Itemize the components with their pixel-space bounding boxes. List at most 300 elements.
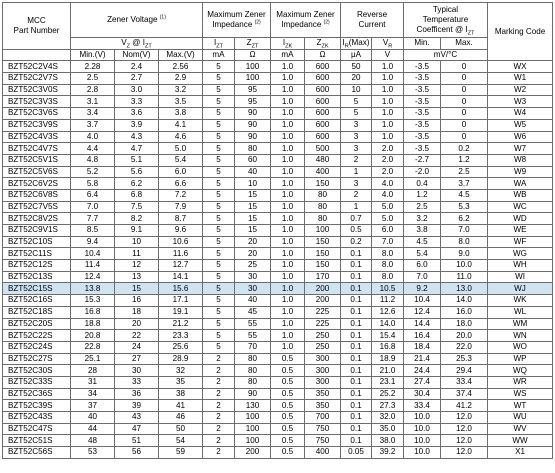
tc-max-cell: 12.0 xyxy=(441,435,488,447)
min-v-cell: 3.7 xyxy=(71,119,115,131)
izt-cell: 5 xyxy=(203,119,235,131)
marking-code-cell: WC xyxy=(488,201,553,213)
max-v-cell: 46 xyxy=(159,412,203,424)
nom-v-cell: 39 xyxy=(115,400,159,412)
zzt-cell: 130 xyxy=(235,400,271,412)
izt-symbol: I xyxy=(214,38,217,48)
tc-max-cell: 5.3 xyxy=(441,201,488,213)
min-v-cell: 3.4 xyxy=(71,108,115,120)
temp-coeff-line1: Typical xyxy=(432,5,459,14)
zzk-cell: 600 xyxy=(305,73,341,85)
max-v-cell: 6.6 xyxy=(159,178,203,190)
nom-v-cell: 16 xyxy=(115,295,159,307)
izk-cell: 1.0 xyxy=(271,119,305,131)
ir-max-cell: 1 xyxy=(341,166,372,178)
marking-code-cell: WF xyxy=(488,236,553,248)
ir-max-cell: 0.7 xyxy=(341,213,372,225)
part-number-cell: BZT52C4V7S xyxy=(3,143,71,155)
tc-max-cell: 16.0 xyxy=(441,306,488,318)
temp-coefficient-header xyxy=(404,3,488,38)
zzk-cell: 200 xyxy=(305,295,341,307)
max-v-cell: 35 xyxy=(159,376,203,388)
marking-code-cell: WL xyxy=(488,306,553,318)
tc-min-cell: 1.2 xyxy=(404,189,441,201)
table-row xyxy=(3,236,553,248)
tc-min-cell: 10.4 xyxy=(404,295,441,307)
vr-cell: 25.2 xyxy=(372,388,404,400)
max-v-cell: 12.7 xyxy=(159,260,203,272)
izt-cell: 5 xyxy=(203,271,235,283)
unit-izk xyxy=(271,49,305,61)
table-row xyxy=(3,73,553,85)
min-v-cell: 44 xyxy=(71,423,115,435)
max-v-cell: 4.6 xyxy=(159,131,203,143)
izk-cell: 1.0 xyxy=(271,248,305,260)
nom-v-cell: 2.4 xyxy=(115,61,159,73)
table-row xyxy=(3,84,553,96)
izt-cell: 5 xyxy=(203,154,235,166)
vr-cell: 21.0 xyxy=(372,365,404,377)
zener-voltage-header xyxy=(71,3,203,38)
max-zener-impedance-header-zk xyxy=(271,3,341,38)
zzt-cell: 30 xyxy=(235,271,271,283)
max-v-cell: 3.8 xyxy=(159,108,203,120)
nom-v-cell: 2.7 xyxy=(115,73,159,85)
nom-v-cell: 33 xyxy=(115,376,159,388)
zzt-cell: 20 xyxy=(235,236,271,248)
max-v-cell: 19.1 xyxy=(159,306,203,318)
izt-cell: 2 xyxy=(203,388,235,400)
part-number-cell: BZT52C12S xyxy=(3,260,71,272)
tc-max-cell: 10.0 xyxy=(441,260,488,272)
zzk-cell: 480 xyxy=(305,154,341,166)
part-header-line1: MCC xyxy=(27,15,46,25)
tc-min-cell: 6.0 xyxy=(404,260,441,272)
izt-cell: 5 xyxy=(203,330,235,342)
vr-cell: 16.8 xyxy=(372,341,404,353)
izt-cell: 5 xyxy=(203,260,235,272)
tc-min-cell: 24.4 xyxy=(404,365,441,377)
vr-cell: 38.0 xyxy=(372,435,404,447)
tc-max-cell: 18.0 xyxy=(441,318,488,330)
izt-cell: 5 xyxy=(203,306,235,318)
tc-max-cell: 0 xyxy=(441,108,488,120)
izk-header xyxy=(271,38,305,50)
tc-min-cell: -2.7 xyxy=(404,154,441,166)
ir-max-cell: 10 xyxy=(341,84,372,96)
vr-cell: 2.0 xyxy=(372,154,404,166)
zzk-cell: 150 xyxy=(305,248,341,260)
max-v-cell: 21.2 xyxy=(159,318,203,330)
vr-cell: 15.4 xyxy=(372,330,404,342)
marking-code-cell: W4 xyxy=(488,108,553,120)
vr-cell: 32.0 xyxy=(372,412,404,424)
izk-cell: 1.0 xyxy=(271,108,305,120)
tc-max-cell: 14.0 xyxy=(441,295,488,307)
izt-cell: 5 xyxy=(203,225,235,237)
vr-cell: 4.0 xyxy=(372,189,404,201)
zzk-cell: 600 xyxy=(305,84,341,96)
zzk-cell: 750 xyxy=(305,435,341,447)
izt-cell: 5 xyxy=(203,318,235,330)
tc-max-cell: 12.0 xyxy=(441,423,488,435)
izt-cell: 2 xyxy=(203,435,235,447)
min-v-cell: 4.8 xyxy=(71,154,115,166)
part-number-cell: BZT52C27S xyxy=(3,353,71,365)
unit-izt-label: mA xyxy=(212,50,225,60)
table-row xyxy=(3,96,553,108)
vr-cell: 6.0 xyxy=(372,225,404,237)
tc-max-cell: 20.0 xyxy=(441,330,488,342)
zzt-cell: 80 xyxy=(235,376,271,388)
tc-min-cell: -3.5 xyxy=(404,143,441,155)
izk-symbol: I xyxy=(282,38,286,48)
max-v-cell: 54 xyxy=(159,435,203,447)
ir-max-cell: 5 xyxy=(341,108,372,120)
izt-cell: 2 xyxy=(203,447,235,459)
tc-max-cell: 0 xyxy=(441,84,488,96)
izt-cell: 5 xyxy=(203,295,235,307)
vr-cell: 1.0 xyxy=(372,84,404,96)
part-number-cell: BZT52C8V2S xyxy=(3,213,71,225)
table-row xyxy=(3,271,553,283)
zzk-cell: 150 xyxy=(305,260,341,272)
min-v-cell: 53 xyxy=(71,447,115,459)
izk-cell: 0.5 xyxy=(271,353,305,365)
min-v-cell: 2.8 xyxy=(71,84,115,96)
zzk-cell: 350 xyxy=(305,388,341,400)
zzt-cell: 55 xyxy=(235,330,271,342)
izk-cell: 0.5 xyxy=(271,447,305,459)
izt-header xyxy=(203,38,235,50)
marking-code-cell: WG xyxy=(488,248,553,260)
nom-v-cell: 43 xyxy=(115,412,159,424)
zzk-cell: 80 xyxy=(305,201,341,213)
max-v-cell: 41 xyxy=(159,400,203,412)
max-v-cell: 50 xyxy=(159,423,203,435)
part-number-cell: BZT52C2V7S xyxy=(3,73,71,85)
marking-code-cell: WS xyxy=(488,388,553,400)
vr-cell: 1.0 xyxy=(372,73,404,85)
tc-max-cell: 29.4 xyxy=(441,365,488,377)
vr-cell: 1.0 xyxy=(372,119,404,131)
table-row xyxy=(3,412,553,424)
tc-min-cell: 30.4 xyxy=(404,388,441,400)
vr-cell: 23.1 xyxy=(372,376,404,388)
izk-cell: 1.0 xyxy=(271,213,305,225)
zzt-cell: 95 xyxy=(235,96,271,108)
zzt-cell: 40 xyxy=(235,166,271,178)
part-number-cell: BZT52C30S xyxy=(3,365,71,377)
vr-cell: 8.0 xyxy=(372,248,404,260)
vr-cell: 1.0 xyxy=(372,131,404,143)
table-row xyxy=(3,248,553,260)
zzk-cell: 250 xyxy=(305,330,341,342)
part-number-cell: BZT52C43S xyxy=(3,412,71,424)
part-number-cell: BZT52C11S xyxy=(3,248,71,260)
tc-max-cell: 22.0 xyxy=(441,341,488,353)
marking-code-cell: WI xyxy=(488,271,553,283)
tc-max-cell: 33.4 xyxy=(441,376,488,388)
unit-zzt-label: Ω xyxy=(249,50,256,60)
table-row xyxy=(3,189,553,201)
zzt-cell: 70 xyxy=(235,341,271,353)
tc-min-cell: 16.4 xyxy=(404,330,441,342)
impedance-zk-note: (2) xyxy=(323,19,330,26)
table-row xyxy=(3,201,553,213)
max-v-cell: 59 xyxy=(159,447,203,459)
vr-cell: 1.0 xyxy=(372,61,404,73)
min-v-cell: 25.1 xyxy=(71,353,115,365)
zzk-cell: 600 xyxy=(305,108,341,120)
nom-v-cell: 12 xyxy=(115,260,159,272)
part-number-header xyxy=(3,3,71,50)
max-v-cell: 6.0 xyxy=(159,166,203,178)
zzt-cell: 90 xyxy=(235,108,271,120)
unit-vr xyxy=(372,49,404,61)
tc-max-cell: 12.0 xyxy=(441,412,488,424)
tc-min-cell: 3.2 xyxy=(404,213,441,225)
max-v-cell: 7.9 xyxy=(159,201,203,213)
marking-code-cell: WD xyxy=(488,213,553,225)
izk-cell: 1.0 xyxy=(271,61,305,73)
nom-v-label: Nom(V) xyxy=(122,50,151,60)
zzt-cell: 90 xyxy=(235,388,271,400)
max-v-label: Max.(V) xyxy=(166,50,195,60)
part-number-cell: BZT52C6V2S xyxy=(3,178,71,190)
tc-min-cell: 0.4 xyxy=(404,178,441,190)
vr-cell: 35.0 xyxy=(372,423,404,435)
header-row-units xyxy=(3,49,553,61)
tc-max-cell: 9.0 xyxy=(441,248,488,260)
max-v-cell: 9.6 xyxy=(159,225,203,237)
ir-max-cell: 50 xyxy=(341,61,372,73)
ir-max-cell: 0.1 xyxy=(341,318,372,330)
nom-v-cell: 20 xyxy=(115,318,159,330)
part-number-cell: BZT52C15S xyxy=(3,283,71,295)
izk-cell: 1.0 xyxy=(271,154,305,166)
zzt-cell: 25 xyxy=(235,260,271,272)
table-row xyxy=(3,353,553,365)
ir-max-cell: 0.1 xyxy=(341,423,372,435)
max-v-cell: 14.1 xyxy=(159,271,203,283)
nom-v-cell: 56 xyxy=(115,447,159,459)
izt-cell: 2 xyxy=(203,376,235,388)
izt-cell: 5 xyxy=(203,61,235,73)
zzk-cell: 300 xyxy=(305,365,341,377)
min-v-cell: 34 xyxy=(71,388,115,400)
izk-cell: 1.0 xyxy=(271,73,305,85)
zzt-cell: 100 xyxy=(235,61,271,73)
zzk-header xyxy=(305,38,341,50)
izt-sub: ZT xyxy=(216,43,223,50)
marking-code-cell: W3 xyxy=(488,96,553,108)
ir-max-cell: 0.1 xyxy=(341,295,372,307)
izt-cell: 5 xyxy=(203,201,235,213)
izk-cell: 1.0 xyxy=(271,318,305,330)
tc-min-cell: -3.5 xyxy=(404,131,441,143)
nom-v-cell: 9.1 xyxy=(115,225,159,237)
table-row xyxy=(3,108,553,120)
max-v-cell: 15.6 xyxy=(159,283,203,295)
nom-v-cell: 15 xyxy=(115,283,159,295)
table-row xyxy=(3,306,553,318)
tc-max-cell: 6.2 xyxy=(441,213,488,225)
zzt-symbol: Z xyxy=(246,38,252,48)
zzt-cell: 100 xyxy=(235,73,271,85)
zzt-cell: 40 xyxy=(235,295,271,307)
zzk-cell: 350 xyxy=(305,400,341,412)
table-row xyxy=(3,166,553,178)
zzk-cell: 100 xyxy=(305,225,341,237)
zzt-cell: 10 xyxy=(235,178,271,190)
table-row xyxy=(3,447,553,459)
nom-v-cell: 18 xyxy=(115,306,159,318)
tc-max-cell: 0 xyxy=(441,61,488,73)
zzt-cell: 30 xyxy=(235,283,271,295)
ir-max-cell: 0.1 xyxy=(341,330,372,342)
min-v-cell: 40 xyxy=(71,412,115,424)
ir-max-cell: 2 xyxy=(341,154,372,166)
tc-min-cell: 10.0 xyxy=(404,412,441,424)
marking-code-cell: WH xyxy=(488,260,553,272)
marking-code-cell: W7 xyxy=(488,143,553,155)
ir-max-cell: 0.1 xyxy=(341,365,372,377)
zzk-cell: 225 xyxy=(305,318,341,330)
vr-cell: 5.0 xyxy=(372,213,404,225)
ir-max-cell: 2 xyxy=(341,189,372,201)
max-v-cell: 4.1 xyxy=(159,119,203,131)
max-v-cell: 5.0 xyxy=(159,143,203,155)
izt-cell: 2 xyxy=(203,353,235,365)
tc-max-cell: 2.5 xyxy=(441,166,488,178)
izt-cell: 5 xyxy=(203,248,235,260)
marking-code-label: Marking Code xyxy=(494,26,546,36)
zzt-cell: 15 xyxy=(235,201,271,213)
nom-v-cell: 3.6 xyxy=(115,108,159,120)
table-row xyxy=(3,318,553,330)
zzk-cell: 150 xyxy=(305,178,341,190)
part-number-cell: BZT52C18S xyxy=(3,306,71,318)
nom-v-cell: 47 xyxy=(115,423,159,435)
tc-min-cell: 27.4 xyxy=(404,376,441,388)
vz-symbol: V xyxy=(121,38,127,48)
marking-code-cell: W9 xyxy=(488,166,553,178)
vr-cell: 2.0 xyxy=(372,143,404,155)
zzk-cell: 600 xyxy=(305,131,341,143)
tc-min-cell: -3.5 xyxy=(404,96,441,108)
min-v-cell: 20.8 xyxy=(71,330,115,342)
zzt-header xyxy=(235,38,271,50)
part-number-cell: BZT52C13S xyxy=(3,271,71,283)
zzk-cell: 170 xyxy=(305,271,341,283)
part-number-cell: BZT52C16S xyxy=(3,295,71,307)
marking-code-cell: WU xyxy=(488,412,553,424)
min-v-label: Min.(V) xyxy=(79,50,106,60)
izt-sub-label: ZT xyxy=(145,43,152,50)
vz-at-izt-header xyxy=(71,38,203,50)
izt-cell: 5 xyxy=(203,341,235,353)
zzt-cell: 45 xyxy=(235,306,271,318)
zzk-cell: 200 xyxy=(305,283,341,295)
ir-header xyxy=(341,38,372,50)
max-v-cell: 3.2 xyxy=(159,84,203,96)
marking-code-cell: WM xyxy=(488,318,553,330)
marking-code-cell: W1 xyxy=(488,73,553,85)
marking-code-cell: W6 xyxy=(488,131,553,143)
tc-max-cell: 7.0 xyxy=(441,225,488,237)
min-v-cell: 13.8 xyxy=(71,283,115,295)
unit-tc-label: mV/°C xyxy=(433,50,458,60)
zzk-cell: 250 xyxy=(305,341,341,353)
izk-cell: 1.0 xyxy=(271,201,305,213)
vr-cell: 2.0 xyxy=(372,166,404,178)
nom-v-cell: 13 xyxy=(115,271,159,283)
max-zener-impedance-header-zt xyxy=(203,3,271,38)
zener-spec-table xyxy=(2,2,553,459)
izt-cell: 5 xyxy=(203,178,235,190)
tc-max-cell: 0 xyxy=(441,73,488,85)
vr-cell: 11.2 xyxy=(372,295,404,307)
vr-cell: 14.0 xyxy=(372,318,404,330)
izk-cell: 1.0 xyxy=(271,166,305,178)
izk-cell: 1.0 xyxy=(271,260,305,272)
zzt-cell: 20 xyxy=(235,248,271,260)
vr-cell: 1.0 xyxy=(372,96,404,108)
part-number-cell: BZT52C3V3S xyxy=(3,96,71,108)
ir-max-cell: 0.1 xyxy=(341,400,372,412)
temp-coeff-sub: ZT xyxy=(467,30,475,37)
zzk-sub: ZK xyxy=(321,43,329,50)
marking-code-cell: X1 xyxy=(488,447,553,459)
max-v-cell: 2.9 xyxy=(159,73,203,85)
ir-max-cell: 0.1 xyxy=(341,412,372,424)
header-row-groups xyxy=(3,3,553,38)
marking-code-cell: WJ xyxy=(488,283,553,295)
izk-cell: 1.0 xyxy=(271,84,305,96)
izk-cell: 0.5 xyxy=(271,423,305,435)
marking-code-cell: WV xyxy=(488,423,553,435)
nom-v-cell: 3.3 xyxy=(115,96,159,108)
nom-v-cell: 5.1 xyxy=(115,154,159,166)
nom-v-cell: 51 xyxy=(115,435,159,447)
izt-cell: 5 xyxy=(203,213,235,225)
vr-cell: 4.0 xyxy=(372,178,404,190)
zzk-cell: 400 xyxy=(305,166,341,178)
tc-min-cell: 4.5 xyxy=(404,236,441,248)
part-number-cell: BZT52C3V9S xyxy=(3,119,71,131)
tc-max-header xyxy=(441,38,488,50)
max-v-header xyxy=(159,49,203,61)
impedance-zt-line2: Impedance xyxy=(212,20,253,29)
min-v-header xyxy=(71,49,115,61)
max-v-cell: 23.3 xyxy=(159,330,203,342)
tc-min-cell: 10.0 xyxy=(404,423,441,435)
tc-min-cell: -3.5 xyxy=(404,84,441,96)
max-v-cell: 7.2 xyxy=(159,189,203,201)
ir-max-cell: 0.1 xyxy=(341,388,372,400)
zzt-cell: 80 xyxy=(235,353,271,365)
min-v-cell: 48 xyxy=(71,435,115,447)
ir-max-cell: 0.1 xyxy=(341,306,372,318)
izt-cell: 5 xyxy=(203,236,235,248)
tc-max-cell: 0 xyxy=(441,119,488,131)
izt-cell: 2 xyxy=(203,423,235,435)
vz-sub: Z xyxy=(126,43,131,50)
ir-max-cell: 20 xyxy=(341,73,372,85)
reverse-current-header xyxy=(341,3,404,38)
table-row xyxy=(3,178,553,190)
